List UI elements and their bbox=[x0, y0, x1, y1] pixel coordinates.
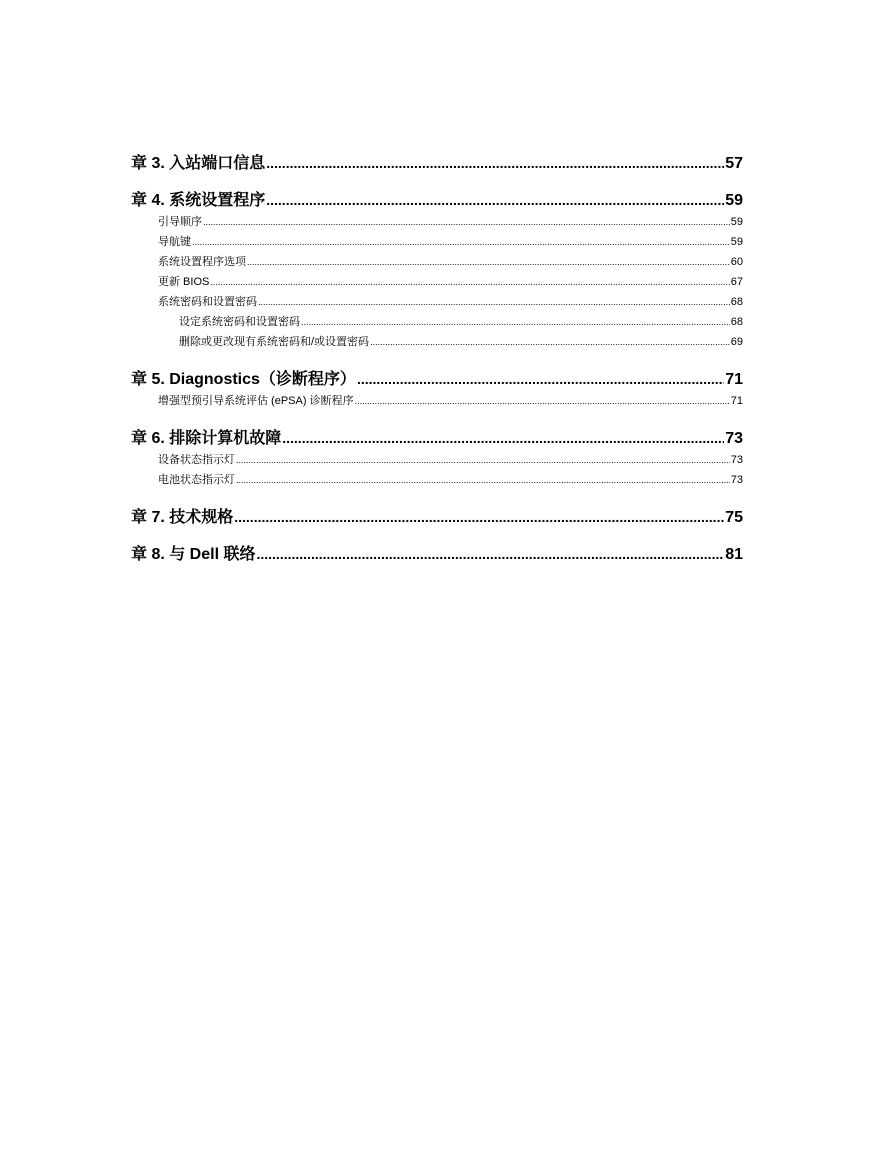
toc-subentry[interactable] bbox=[131, 312, 743, 332]
entry-title: 删除或更改现有系统密码和/或设置密码 bbox=[179, 336, 370, 348]
dot-leader bbox=[210, 272, 729, 292]
chapter-title: 章 7. 技术规格 bbox=[131, 509, 234, 526]
toc-chapter-3[interactable] bbox=[131, 154, 743, 173]
table-of-contents bbox=[131, 150, 743, 566]
toc-entry[interactable] bbox=[131, 272, 743, 292]
toc-entry[interactable] bbox=[131, 292, 743, 312]
dot-leader bbox=[370, 332, 730, 352]
page-number: 60 bbox=[730, 256, 743, 268]
toc-entry[interactable] bbox=[131, 212, 743, 232]
page-number: 59 bbox=[730, 216, 743, 228]
entry-title: 更新 BIOS bbox=[158, 276, 210, 288]
entry-title: 增强型预引导系统评估 (ePSA) 诊断程序 bbox=[158, 395, 354, 407]
dot-leader bbox=[236, 450, 730, 470]
dot-leader bbox=[236, 470, 730, 490]
entry-title: 电池状态指示灯 bbox=[158, 474, 235, 486]
page-number: 68 bbox=[730, 316, 743, 328]
dot-leader bbox=[266, 191, 724, 210]
page-number: 71 bbox=[725, 371, 743, 388]
page-number: 73 bbox=[730, 454, 743, 466]
dot-leader bbox=[301, 312, 730, 332]
dot-leader bbox=[256, 545, 724, 564]
page-number: 59 bbox=[730, 236, 743, 248]
page-number: 59 bbox=[725, 192, 743, 209]
dot-leader bbox=[357, 370, 724, 389]
chapter-title: 章 4. 系统设置程序 bbox=[131, 192, 266, 209]
toc-entry[interactable] bbox=[131, 232, 743, 252]
chapter-title: 章 8. 与 Dell 联络 bbox=[131, 546, 256, 563]
entry-title: 导航键 bbox=[158, 236, 191, 248]
dot-leader bbox=[266, 154, 724, 173]
page-number: 67 bbox=[730, 276, 743, 288]
page-number: 75 bbox=[725, 509, 743, 526]
page-number: 73 bbox=[725, 430, 743, 447]
toc-entry[interactable] bbox=[131, 450, 743, 470]
toc-entry[interactable] bbox=[131, 252, 743, 272]
chapter-title: 章 5. Diagnostics（诊断程序） bbox=[131, 371, 356, 388]
toc-chapter-5[interactable] bbox=[131, 370, 743, 389]
entry-title: 系统设置程序选项 bbox=[158, 256, 246, 268]
toc-chapter-8[interactable] bbox=[131, 545, 743, 564]
page-number: 73 bbox=[730, 474, 743, 486]
entry-title: 系统密码和设置密码 bbox=[158, 296, 257, 308]
toc-chapter-6[interactable] bbox=[131, 429, 743, 448]
page-number: 71 bbox=[730, 395, 743, 407]
dot-leader bbox=[282, 429, 724, 448]
dot-leader bbox=[247, 252, 730, 272]
toc-subentry[interactable] bbox=[131, 332, 743, 352]
dot-leader bbox=[234, 508, 724, 527]
page-number: 68 bbox=[730, 296, 743, 308]
dot-leader bbox=[203, 212, 730, 232]
chapter-title: 章 3. 入站端口信息 bbox=[131, 155, 266, 172]
toc-chapter-7[interactable] bbox=[131, 508, 743, 527]
chapter-title: 章 6. 排除计算机故障 bbox=[131, 430, 282, 447]
toc-entry[interactable] bbox=[131, 470, 743, 490]
page-number: 57 bbox=[725, 155, 743, 172]
page-number: 69 bbox=[730, 336, 743, 348]
dot-leader bbox=[355, 391, 730, 411]
entry-title: 引导顺序 bbox=[158, 216, 202, 228]
entry-title: 设定系统密码和设置密码 bbox=[179, 316, 300, 328]
toc-chapter-4[interactable] bbox=[131, 191, 743, 210]
toc-entry[interactable] bbox=[131, 391, 743, 411]
entry-title: 设备状态指示灯 bbox=[158, 454, 235, 466]
dot-leader bbox=[192, 232, 730, 252]
page-number: 81 bbox=[725, 546, 743, 563]
dot-leader bbox=[258, 292, 730, 312]
